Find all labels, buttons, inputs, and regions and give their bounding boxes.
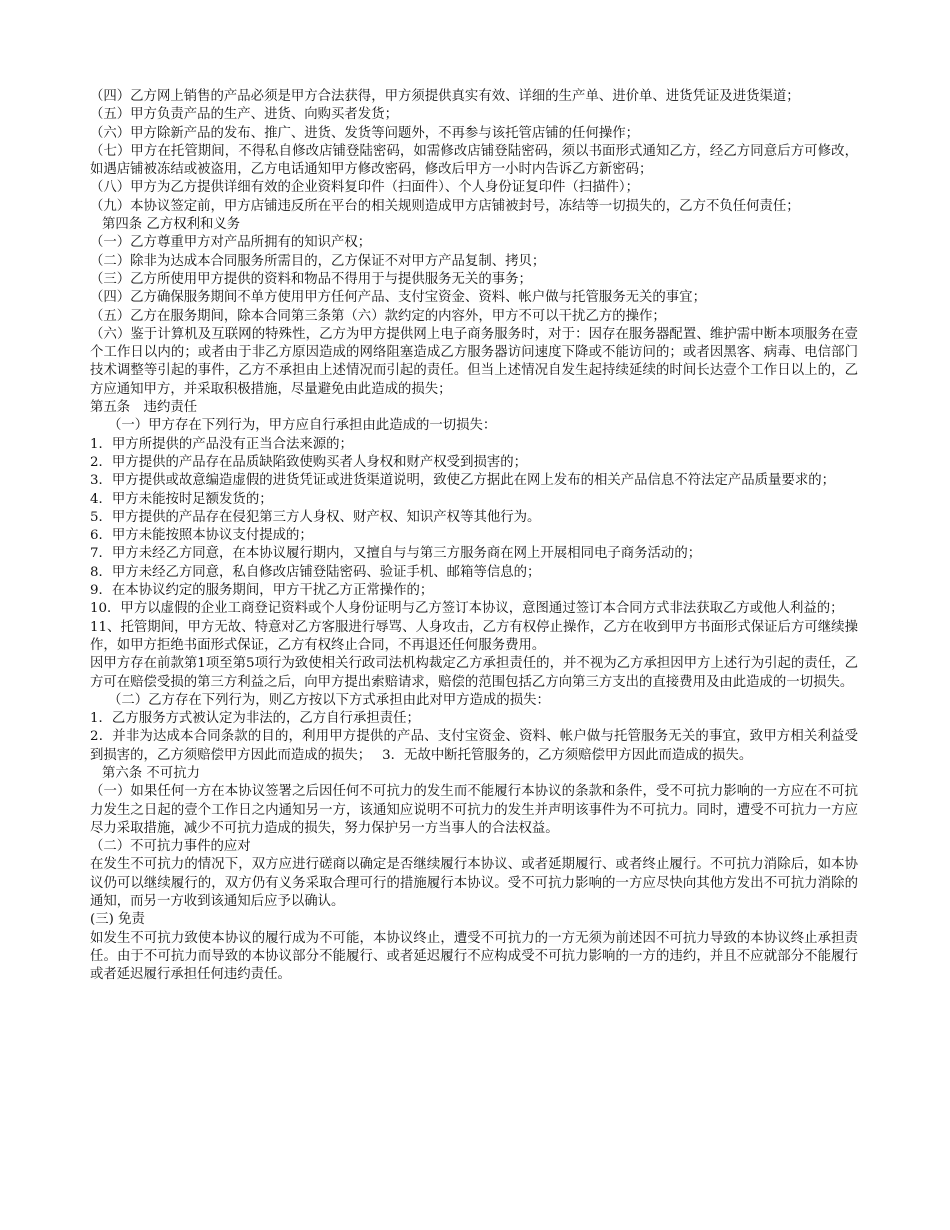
paragraph-line: 1．乙方服务方式被认定为非法的，乙方自行承担责任； [90,711,420,727]
paragraph-line: （四）乙方确保服务期间不单方使用甲方任何产品、支付宝资金、资料、帐户做与托管服务无关的事宜； [90,290,706,306]
paragraph-line: （二）不可抗力事件的应对 [90,839,251,855]
paragraph-line: （五）甲方负责产品的生产、进货、向购买者发货； [90,107,398,123]
paragraph-line: 9．在本协议约定的服务期间，甲方干扰乙方正常操作的； [90,583,434,599]
paragraph-line: 第四条 乙方权利和义务 [102,217,241,233]
paragraph-line: （六）鉴于计算机及互联网的特殊性，乙方为甲方提供网上电子商务服务时，对于：因存在服务器配置、维护需中断本项服务在壹个工作日以内的；或者由于非乙方原因造成的网络阻塞造成乙方服务器访问速度下降或不能访问的；或者因黑客、病毒、电信部门技术调整等引起的事件，乙方不承担由上述情况而引起的责任。但当上述情况自发生起持续延续的时间长达壹个工作日以上的，乙方应通知甲方，并采取积极措施，尽量避免由此造成的损失； [90,326,858,397]
paragraph-line: （二）除非为达成本合同服务所需目的，乙方保证不对甲方产品复制、拷贝； [90,253,546,269]
paragraph-line: （一）如果任何一方在本协议签署之后因任何不可抗力的发生而不能履行本协议的条款和条件，受不可抗力影响的一方应在不可抗力发生之日起的壹个工作日之内通知另一方，该通知应说明不可抗力的发生并声明该事件为不可抗力。同时，遭受不可抗力一方应尽力采取措施，减少不可抗力造成的损失，努力保护另一方当事人的合法权益。 [90,784,858,836]
paragraph-line: （七）甲方在托管期间，不得私自修改店铺登陆密码，如需修改店铺登陆密码，须以书面形式通知乙方，经乙方同意后方可修改，如遇店铺被冻结或被盗用，乙方电话通知甲方修改密码，修改后甲方一小时内告诉乙方新密码； [90,143,858,178]
paragraph-line: 10．甲方以虚假的企业工商登记资料或个人身份证明与乙方签订本协议，意图通过签订本合同方式非法获取乙方或他人利益的； [90,601,844,617]
paragraph-line: （一）乙方尊重甲方对产品所拥有的知识产权； [90,235,372,251]
paragraph-line: (三) 免责 [90,912,145,928]
paragraph-line: （九）本协议签定前，甲方店铺违反所在平台的相关规则造成甲方店铺被封号，冻结等一切损失的，乙方不负任何责任； [90,198,800,214]
paragraph-line: （二）乙方存在下列行为，则乙方按以下方式承担由此对甲方造成的损失： [108,692,550,708]
paragraph-line: （四）乙方网上销售的产品必须是甲方合法获得，甲方须提供真实有效、详细的生产单、进价单、进货凭证及进货渠道； [90,89,800,104]
paragraph-line: 4．甲方未能按时足额发货的； [90,491,273,507]
paragraph-line: 2．并非为达成本合同条款的目的，利用甲方提供的产品、支付宝资金、资料、帐户做与托管服务无关的事宜，致甲方相关利益受到损害的，乙方须赔偿甲方因此而造成的损失； 3．无故中断托管服务的，乙方须赔偿甲方因此而造成的损失。 [90,729,858,763]
paragraph-line: （三）乙方所使用甲方提供的资料和物品不得用于与提供服务无关的事务； [90,271,532,287]
paragraph-line: 6．甲方未能按照本协议支付提成的； [90,528,313,544]
paragraph-line: 2．甲方提供的产品存在品质缺陷致使购买者人身权和财产权受到损害的； [90,454,528,470]
paragraph-line: 8．甲方未经乙方同意，私自修改店铺登陆密码、验证手机、邮箱等信息的； [90,564,541,580]
paragraph-line: （五）乙方在服务期间，除本合同第三条第（六）款约定的内容外，甲方不可以干扰乙方的操作； [90,308,666,324]
paragraph-line: 3．甲方提供或故意编造虚假的进货凭证或进货渠道说明，致使乙方据此在网上发布的相关产品信息不符法定产品质量要求的； [90,473,835,489]
contract-body [90,88,858,985]
paragraph-line: （八）甲方为乙方提供详细有效的企业资料复印件（扫面件）、个人身份证复印件（扫描件）； [90,180,640,196]
paragraph-line: 5．甲方提供的产品存在侵犯第三方人身权、财产权、知识产权等其他行为。 [90,509,541,525]
paragraph-line: 11、托管期间，甲方无故、特意对乙方客服进行辱骂、人身攻击，乙方有权停止操作，乙方在收到甲方书面形式保证后方可继续操作，如甲方拒绝书面形式保证，乙方有权终止合同，不再退还任何服务费用。 [90,619,858,653]
paragraph-line: 7．甲方未经乙方同意，在本协议履行期内，又擅自与与第三方服务商在网上开展相同电子商务活动的； [90,546,702,562]
paragraph-line: 如发生不可抗力致使本协议的履行成为不可能，本协议终止，遭受不可抗力的一方无须为前述因不可抗力导致的本协议终止承担责任。由于不可抗力而导致的本协议部分不能履行、或者延迟履行不应构成受不可抗力影响的一方的违约，并且不应就部分不能履行或者延迟履行承担任何违约责任。 [90,930,858,983]
paragraph-line: 1．甲方所提供的产品没有正当合法来源的； [90,436,353,452]
paragraph-line: 第六条 不可抗力 [102,765,200,781]
paragraph-line: （六）甲方除新产品的发布、推广、进货、发货等问题外，不再参与该托管店铺的任何操作； [90,125,640,141]
paragraph-line: 因甲方存在前款第1项至第5项行为致使相关行政司法机构裁定乙方承担责任的，并不视为乙方承担因甲方上述行为引起的责任，乙方可在赔偿受损的第三方利益之后，向甲方提出索赔请求，赔偿的范围包括乙方向第三方支出的直接费用及由此造成的一切损失。 [90,656,858,690]
paragraph-line: （一）甲方存在下列行为，甲方应自行承担由此造成的一切损失： [108,418,497,434]
paragraph-line: 在发生不可抗力的情况下，双方应进行磋商以确定是否继续履行本协议、或者延期履行、或者终止履行。不可抗力消除后，如本协议仍可以继续履行的，双方仍有义务采取合理可行的措施履行本协议。受不可抗力影响的一方应尽快向其他方发出不可抗力消除的通知，而另一方收到该通知后应予以确认。 [90,857,858,910]
paragraph-line: 第五条 违约责任 [90,400,198,416]
